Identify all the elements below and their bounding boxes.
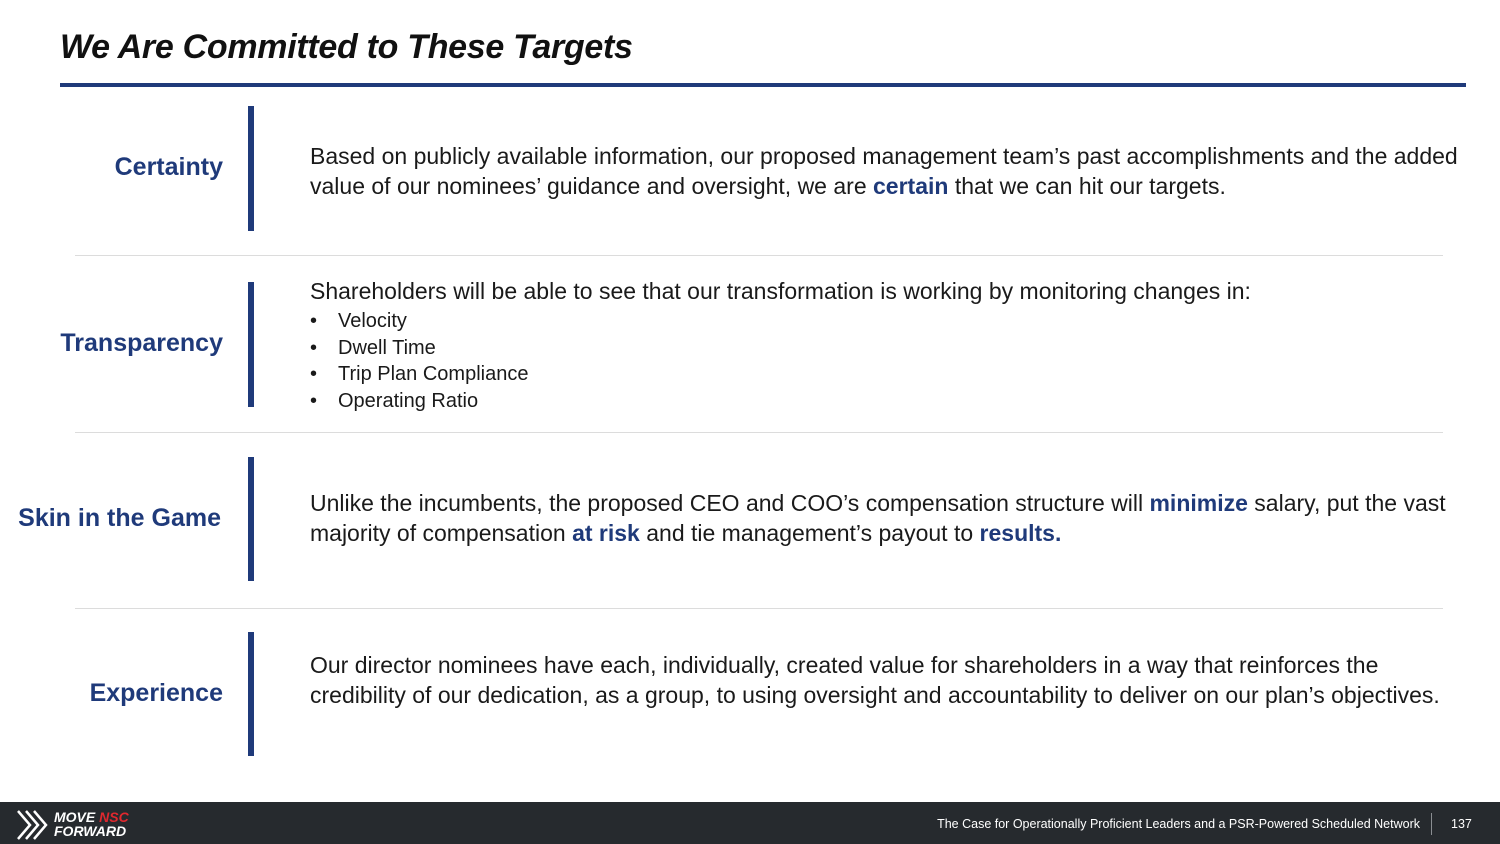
row-label-transparency: Transparency xyxy=(60,329,223,357)
bullet-icon: • xyxy=(310,310,318,332)
title-rule xyxy=(60,83,1466,87)
row-certainty xyxy=(0,106,1500,231)
logo-forward: FORWARD xyxy=(54,823,127,839)
bullet-icon: • xyxy=(310,389,318,412)
list-item xyxy=(310,388,1460,415)
row-bar xyxy=(248,106,254,231)
row-text-transparency xyxy=(310,276,1460,414)
list-item-label: Velocity xyxy=(338,310,407,332)
list-item-label: Operating Ratio xyxy=(338,389,479,412)
highlight-certain: certain xyxy=(873,173,949,199)
row-bar xyxy=(248,632,254,756)
move-nsc-forward-logo xyxy=(16,807,156,841)
footer-separator xyxy=(1431,813,1432,835)
list-item-label: Dwell Time xyxy=(338,336,436,359)
bullet-icon: • xyxy=(310,363,318,385)
row-text-experience: Our director nominees have each, individually, created value for shareholders in a way that reinforces the credibility of our dedication, as a group, to using oversight and accountability to deliver on our plan’s objectives. xyxy=(310,652,1440,708)
row-experience xyxy=(0,632,1500,756)
metric-list xyxy=(310,308,1460,414)
row-label-certainty: Certainty xyxy=(114,153,223,181)
chevron-arrows-icon xyxy=(16,809,52,841)
page-number: 137 xyxy=(1451,817,1472,831)
list-item xyxy=(310,361,1460,388)
row-skin-in-the-game xyxy=(0,457,1500,581)
list-item-label: Trip Plan Compliance xyxy=(338,363,529,385)
list-item xyxy=(310,308,1460,335)
row-divider xyxy=(75,255,1443,256)
text-segment: Based on publicly available information, our proposed management team’s past accomplishments and the added value of our nominees’ guidance and oversight, we are xyxy=(310,143,1458,199)
row-bar xyxy=(248,282,254,407)
text-segment: and tie management’s payout to xyxy=(639,520,980,546)
text-segment: Unlike the incumbents, the proposed CEO and COO’s compensation structure will xyxy=(310,490,1150,516)
text-segment: that we can hit our targets. xyxy=(948,173,1226,199)
highlight-results: results. xyxy=(979,520,1062,546)
highlight-minimize: minimize xyxy=(1149,490,1248,516)
transparency-intro: Shareholders will be able to see that our transformation is working by monitoring changes in: xyxy=(310,278,1251,304)
footer-caption: The Case for Operationally Proficient Leaders and a PSR-Powered Scheduled Network xyxy=(937,817,1420,831)
logo-move: MOVE xyxy=(54,809,96,825)
slide-title: We Are Committed to These Targets xyxy=(60,28,633,66)
row-label-experience: Experience xyxy=(89,679,223,707)
row-text-certainty xyxy=(310,141,1460,201)
logo-nsc: NSC xyxy=(99,809,129,825)
row-bar xyxy=(248,457,254,581)
list-item xyxy=(310,335,1460,362)
text-segment: salary, put the vast majority of compensation xyxy=(310,490,1446,546)
row-divider xyxy=(75,608,1443,609)
row-text-skin-in-the-game xyxy=(310,488,1460,548)
row-divider xyxy=(75,432,1443,433)
bullet-icon: • xyxy=(310,336,318,359)
footer-bar xyxy=(0,802,1500,844)
highlight-at-risk: at risk xyxy=(572,520,640,546)
row-transparency xyxy=(0,278,1500,412)
row-label-skin-in-the-game: Skin in the Game xyxy=(18,504,221,532)
logo-wordmark xyxy=(54,810,129,838)
